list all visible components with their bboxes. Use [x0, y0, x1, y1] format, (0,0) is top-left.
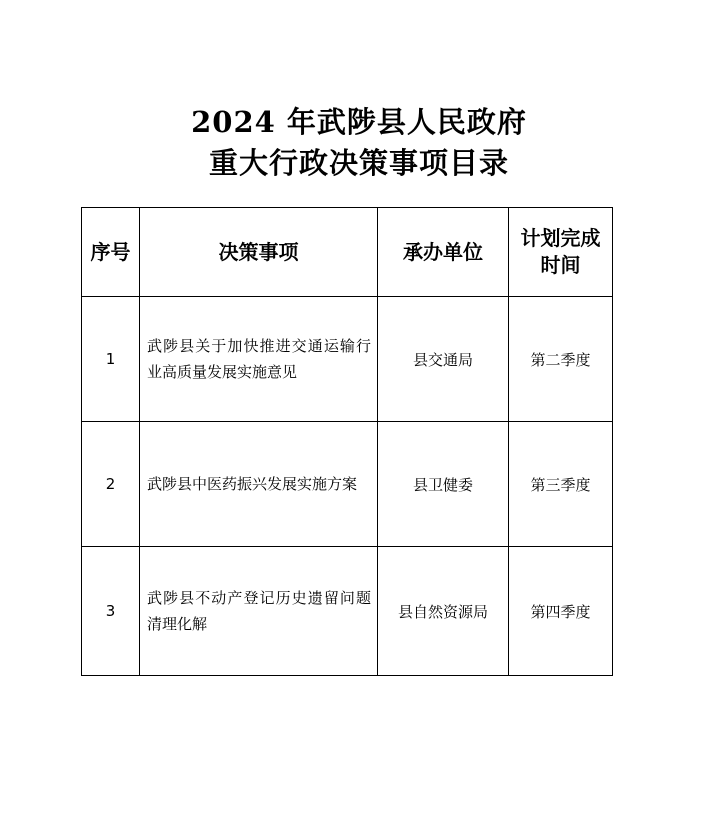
document-title-line2: 重大行政决策事项目录: [208, 146, 509, 180]
decision-catalog-table: [81, 207, 613, 676]
header-unit: 承办单位: [378, 208, 509, 297]
cell-seq: 2: [82, 422, 140, 547]
header-time: [509, 208, 613, 297]
cell-time: 第三季度: [509, 422, 613, 547]
header-time-line1: 计划完成: [520, 226, 601, 250]
cell-matter: 武陟县不动产登记历史遗留问题清理化解: [140, 547, 378, 676]
document-title-line1: 2024 年武陟县人民政府: [191, 105, 527, 139]
cell-seq: 3: [82, 547, 140, 676]
header-seq: 序号: [82, 208, 140, 297]
cell-unit: 县交通局: [378, 297, 509, 422]
cell-seq: 1: [82, 297, 140, 422]
cell-time: 第二季度: [509, 297, 613, 422]
table-row: [82, 297, 613, 422]
table-header-row: [82, 208, 613, 297]
header-matter: 决策事项: [140, 208, 378, 297]
cell-matter: 武陟县关于加快推进交通运输行业高质量发展实施意见: [140, 297, 378, 422]
table-row: [82, 547, 613, 676]
cell-matter: 武陟县中医药振兴发展实施方案: [140, 422, 378, 547]
header-time-line2: 时间: [540, 253, 581, 277]
cell-unit: 县卫健委: [378, 422, 509, 547]
table-row: [82, 422, 613, 547]
cell-unit: 县自然资源局: [378, 547, 509, 676]
cell-time: 第四季度: [509, 547, 613, 676]
